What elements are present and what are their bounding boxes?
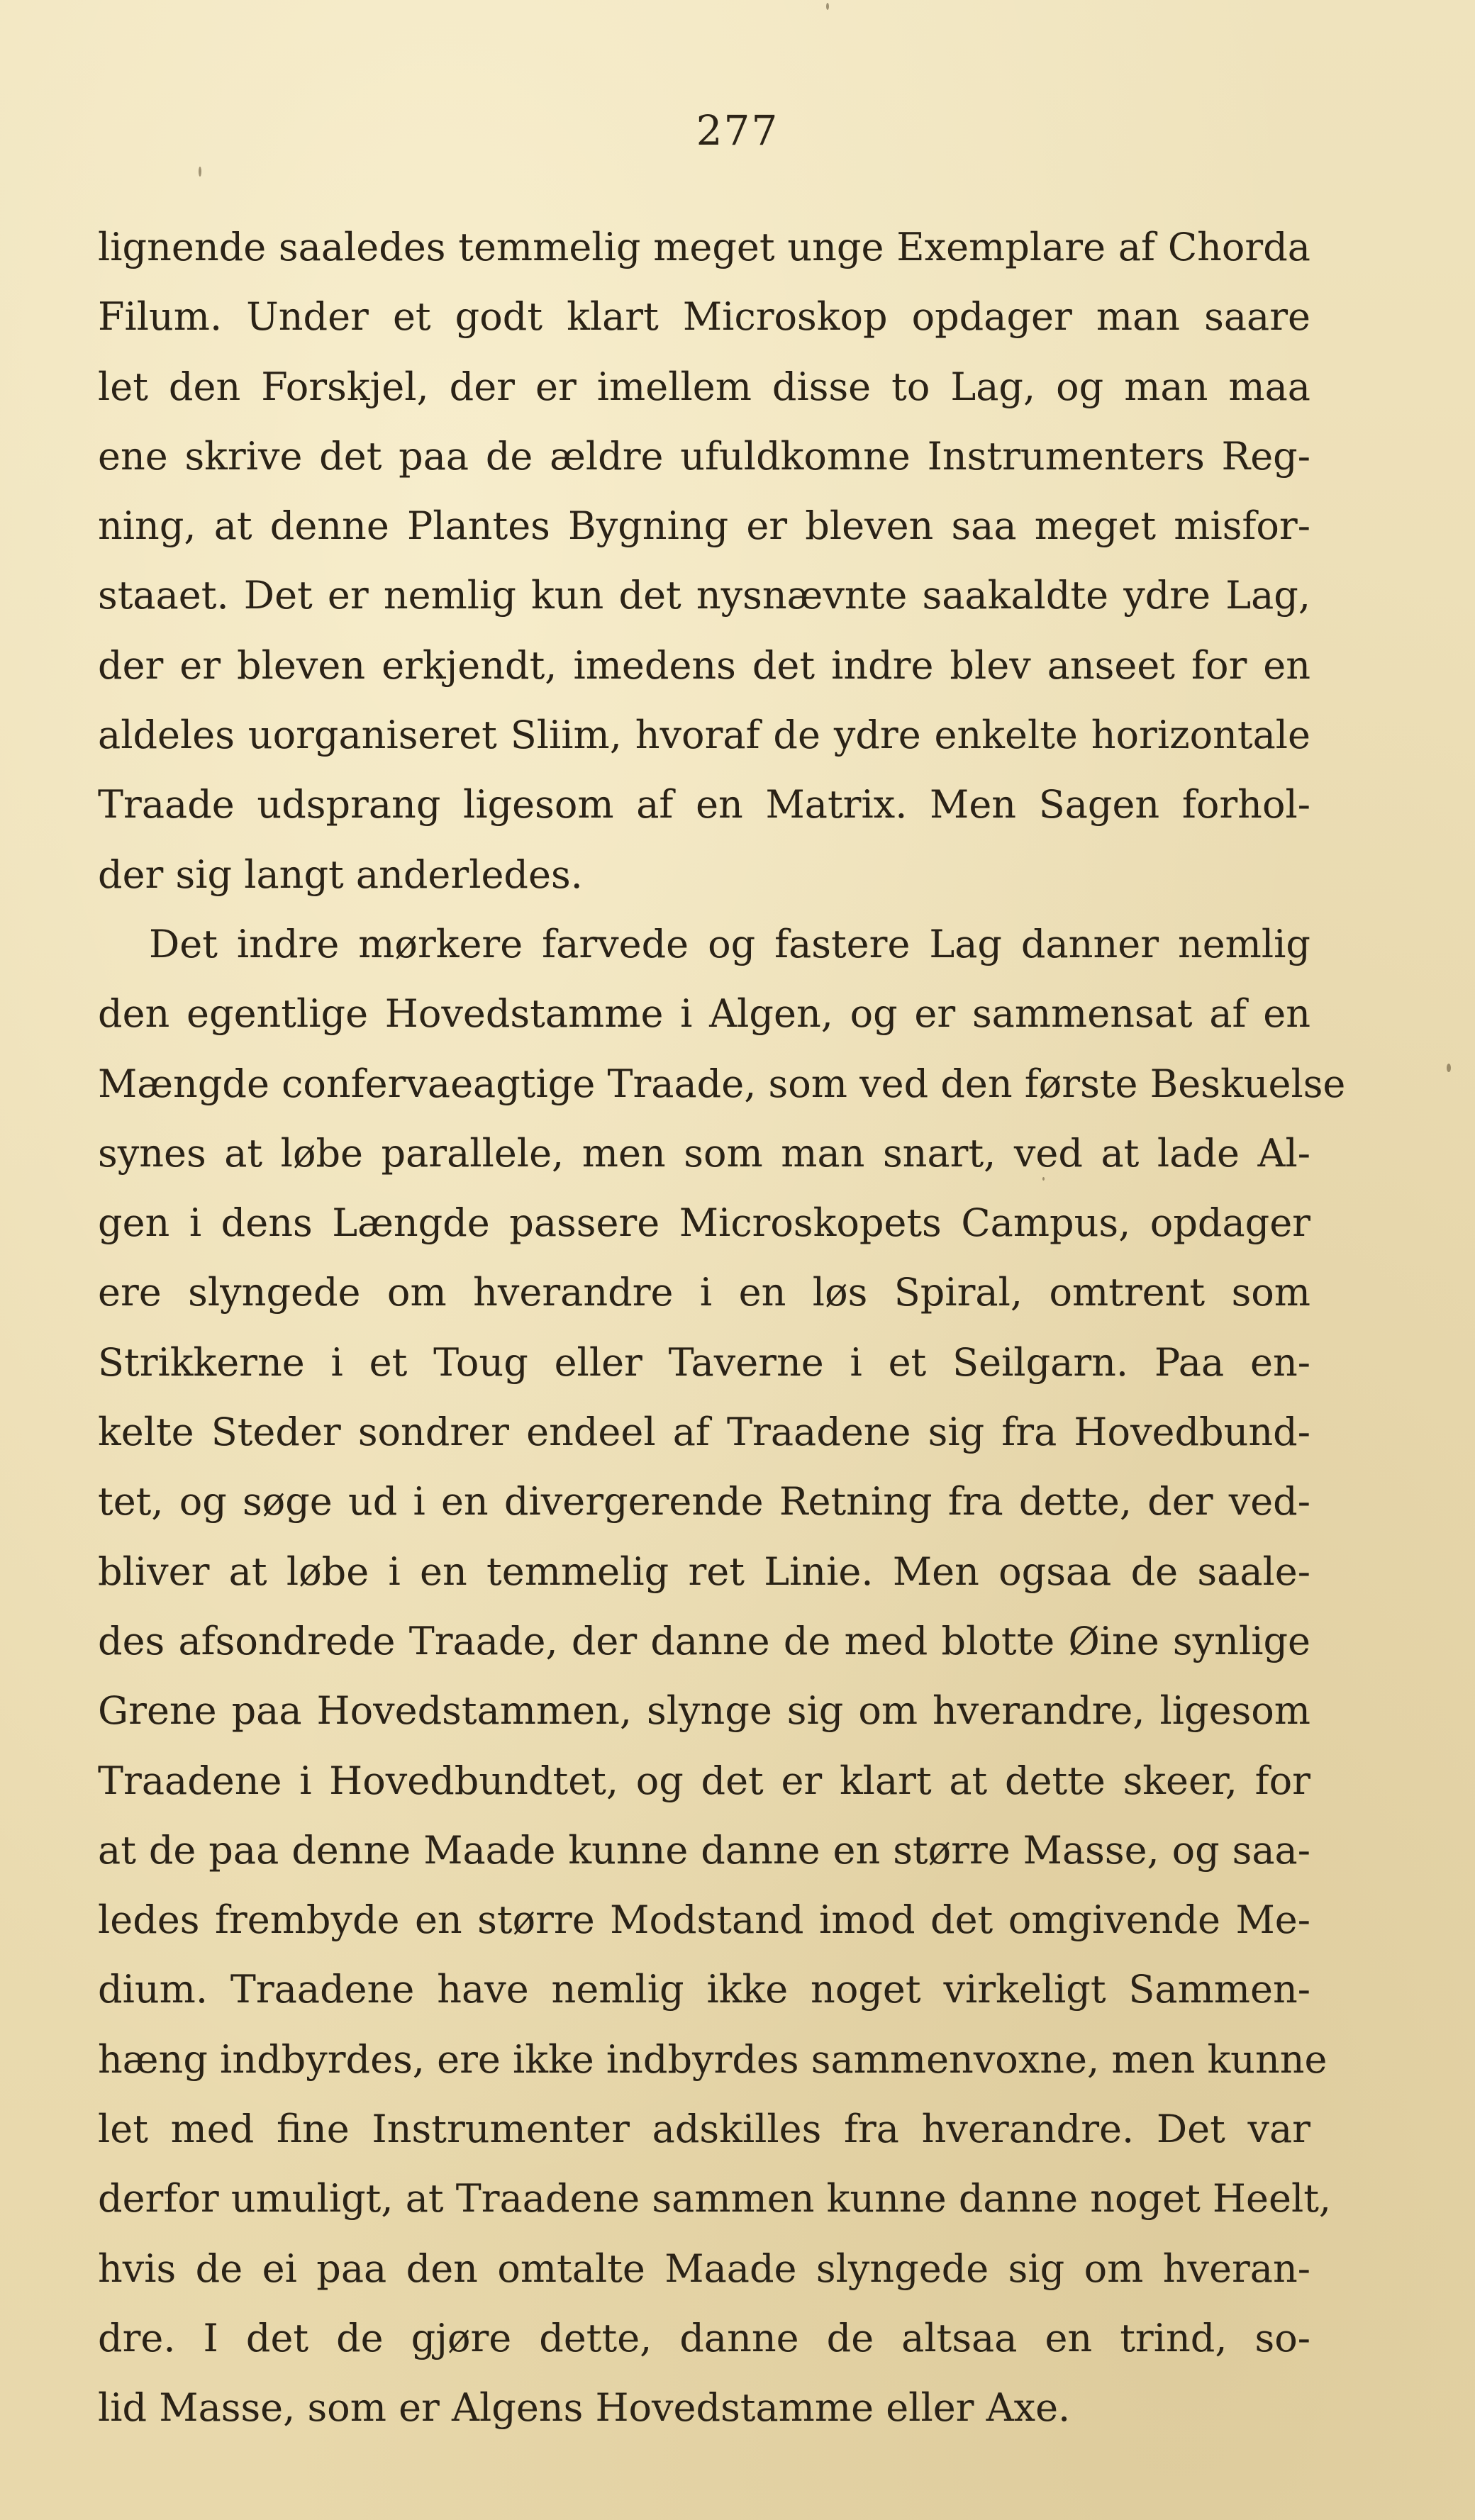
text-line: synes at løbe parallele, men som man snart, ved at lade Al- bbox=[98, 1130, 1310, 1176]
text-line: Det indre mørkere farvede og fastere Lag danner nemlig bbox=[149, 921, 1310, 966]
text-line: Filum. Under et godt klart Microskop opdager man saare bbox=[98, 294, 1310, 340]
paper-speck bbox=[826, 3, 829, 10]
text-line: Traade udsprang ligesom af en Matrix. Men Sagen forhol- bbox=[98, 782, 1310, 827]
text-line: Grene paa Hovedstammen, slynge sig om hverandre, ligesom bbox=[98, 1688, 1310, 1734]
paper-speck bbox=[199, 167, 201, 177]
text-line: aldeles uorganiseret Sliim, hvoraf de ydre enkelte horizontale bbox=[98, 713, 1310, 758]
text-line: Strikkerne i et Toug eller Taverne i et Seilgarn. Paa en- bbox=[98, 1339, 1310, 1385]
text-line: dium. Traadene have nemlig ikke noget virkeligt Sammen- bbox=[98, 1967, 1310, 2012]
text-line: Mængde confervaeagtige Traade, som ved den første Beskuelse bbox=[98, 1061, 1346, 1106]
text-line: staaet. Det er nemlig kun det nysnævnte saakaldte ydre Lag, bbox=[98, 573, 1310, 618]
paper-speck bbox=[1447, 1064, 1451, 1072]
text-line: lignende saaledes temmelig meget unge Exemplare af Chorda bbox=[98, 225, 1310, 269]
text-line: ene skrive det paa de ældre ufuldkomne Instrumenters Reg- bbox=[98, 433, 1310, 479]
text-line: hvis de ei paa den omtalte Maade slyngede sig om hveran- bbox=[98, 2246, 1310, 2291]
text-line: der er bleven erkjendt, imedens det indre blev anseet for en bbox=[98, 642, 1310, 688]
body-text bbox=[98, 213, 1346, 2443]
text-line: let den Forskjel, der er imellem disse to Lag, og man maa bbox=[98, 364, 1310, 409]
paper-speck bbox=[1042, 1177, 1045, 1181]
text-line: let med fine Instrumenter adskilles fra hverandre. Det var bbox=[98, 2107, 1310, 2152]
text-line: des afsondrede Traade, der danne de med blotte Øine synlige bbox=[98, 1618, 1310, 1663]
page-number: 277 bbox=[696, 106, 779, 155]
text-line: tet, og søge ud i en divergerende Retning fra dette, der ved- bbox=[98, 1479, 1310, 1524]
text-line: ledes frembyde en større Modstand imod det omgivende Me- bbox=[98, 1897, 1310, 1943]
text-line: Traadene i Hovedbundtet, og det er klart at dette skeer, for bbox=[98, 1758, 1310, 1803]
text-line: der sig langt anderledes. bbox=[98, 852, 583, 897]
text-line: at de paa denne Maade kunne danne en større Masse, og saa- bbox=[98, 1827, 1310, 1873]
text-line: ere slyngede om hverandre i en løs Spiral, omtrent som bbox=[98, 1270, 1310, 1315]
text-line: lid Masse, som er Algens Hovedstamme eller Axe. bbox=[98, 2385, 1071, 2431]
text-line: derfor umuligt, at Traadene sammen kunne danne noget Heelt, bbox=[98, 2176, 1332, 2221]
text-line: hæng indbyrdes, ere ikke indbyrdes sammenvoxne, men kunne bbox=[98, 2036, 1328, 2082]
text-line: gen i dens Længde passere Microskopets Campus, opdager bbox=[98, 1200, 1310, 1246]
text-line: ning, at denne Plantes Bygning er bleven saa meget misfor- bbox=[98, 503, 1310, 549]
text-line: dre. I det de gjøre dette, danne de altsaa en trind, so- bbox=[98, 2315, 1310, 2360]
text-line: kelte Steder sondrer endeel af Traadene sig fra Hovedbund- bbox=[98, 1410, 1310, 1455]
text-line: den egentlige Hovedstamme i Algen, og er sammensat af en bbox=[98, 991, 1310, 1037]
text-line: bliver at løbe i en temmelig ret Linie. Men ogsaa de saale- bbox=[98, 1549, 1310, 1594]
